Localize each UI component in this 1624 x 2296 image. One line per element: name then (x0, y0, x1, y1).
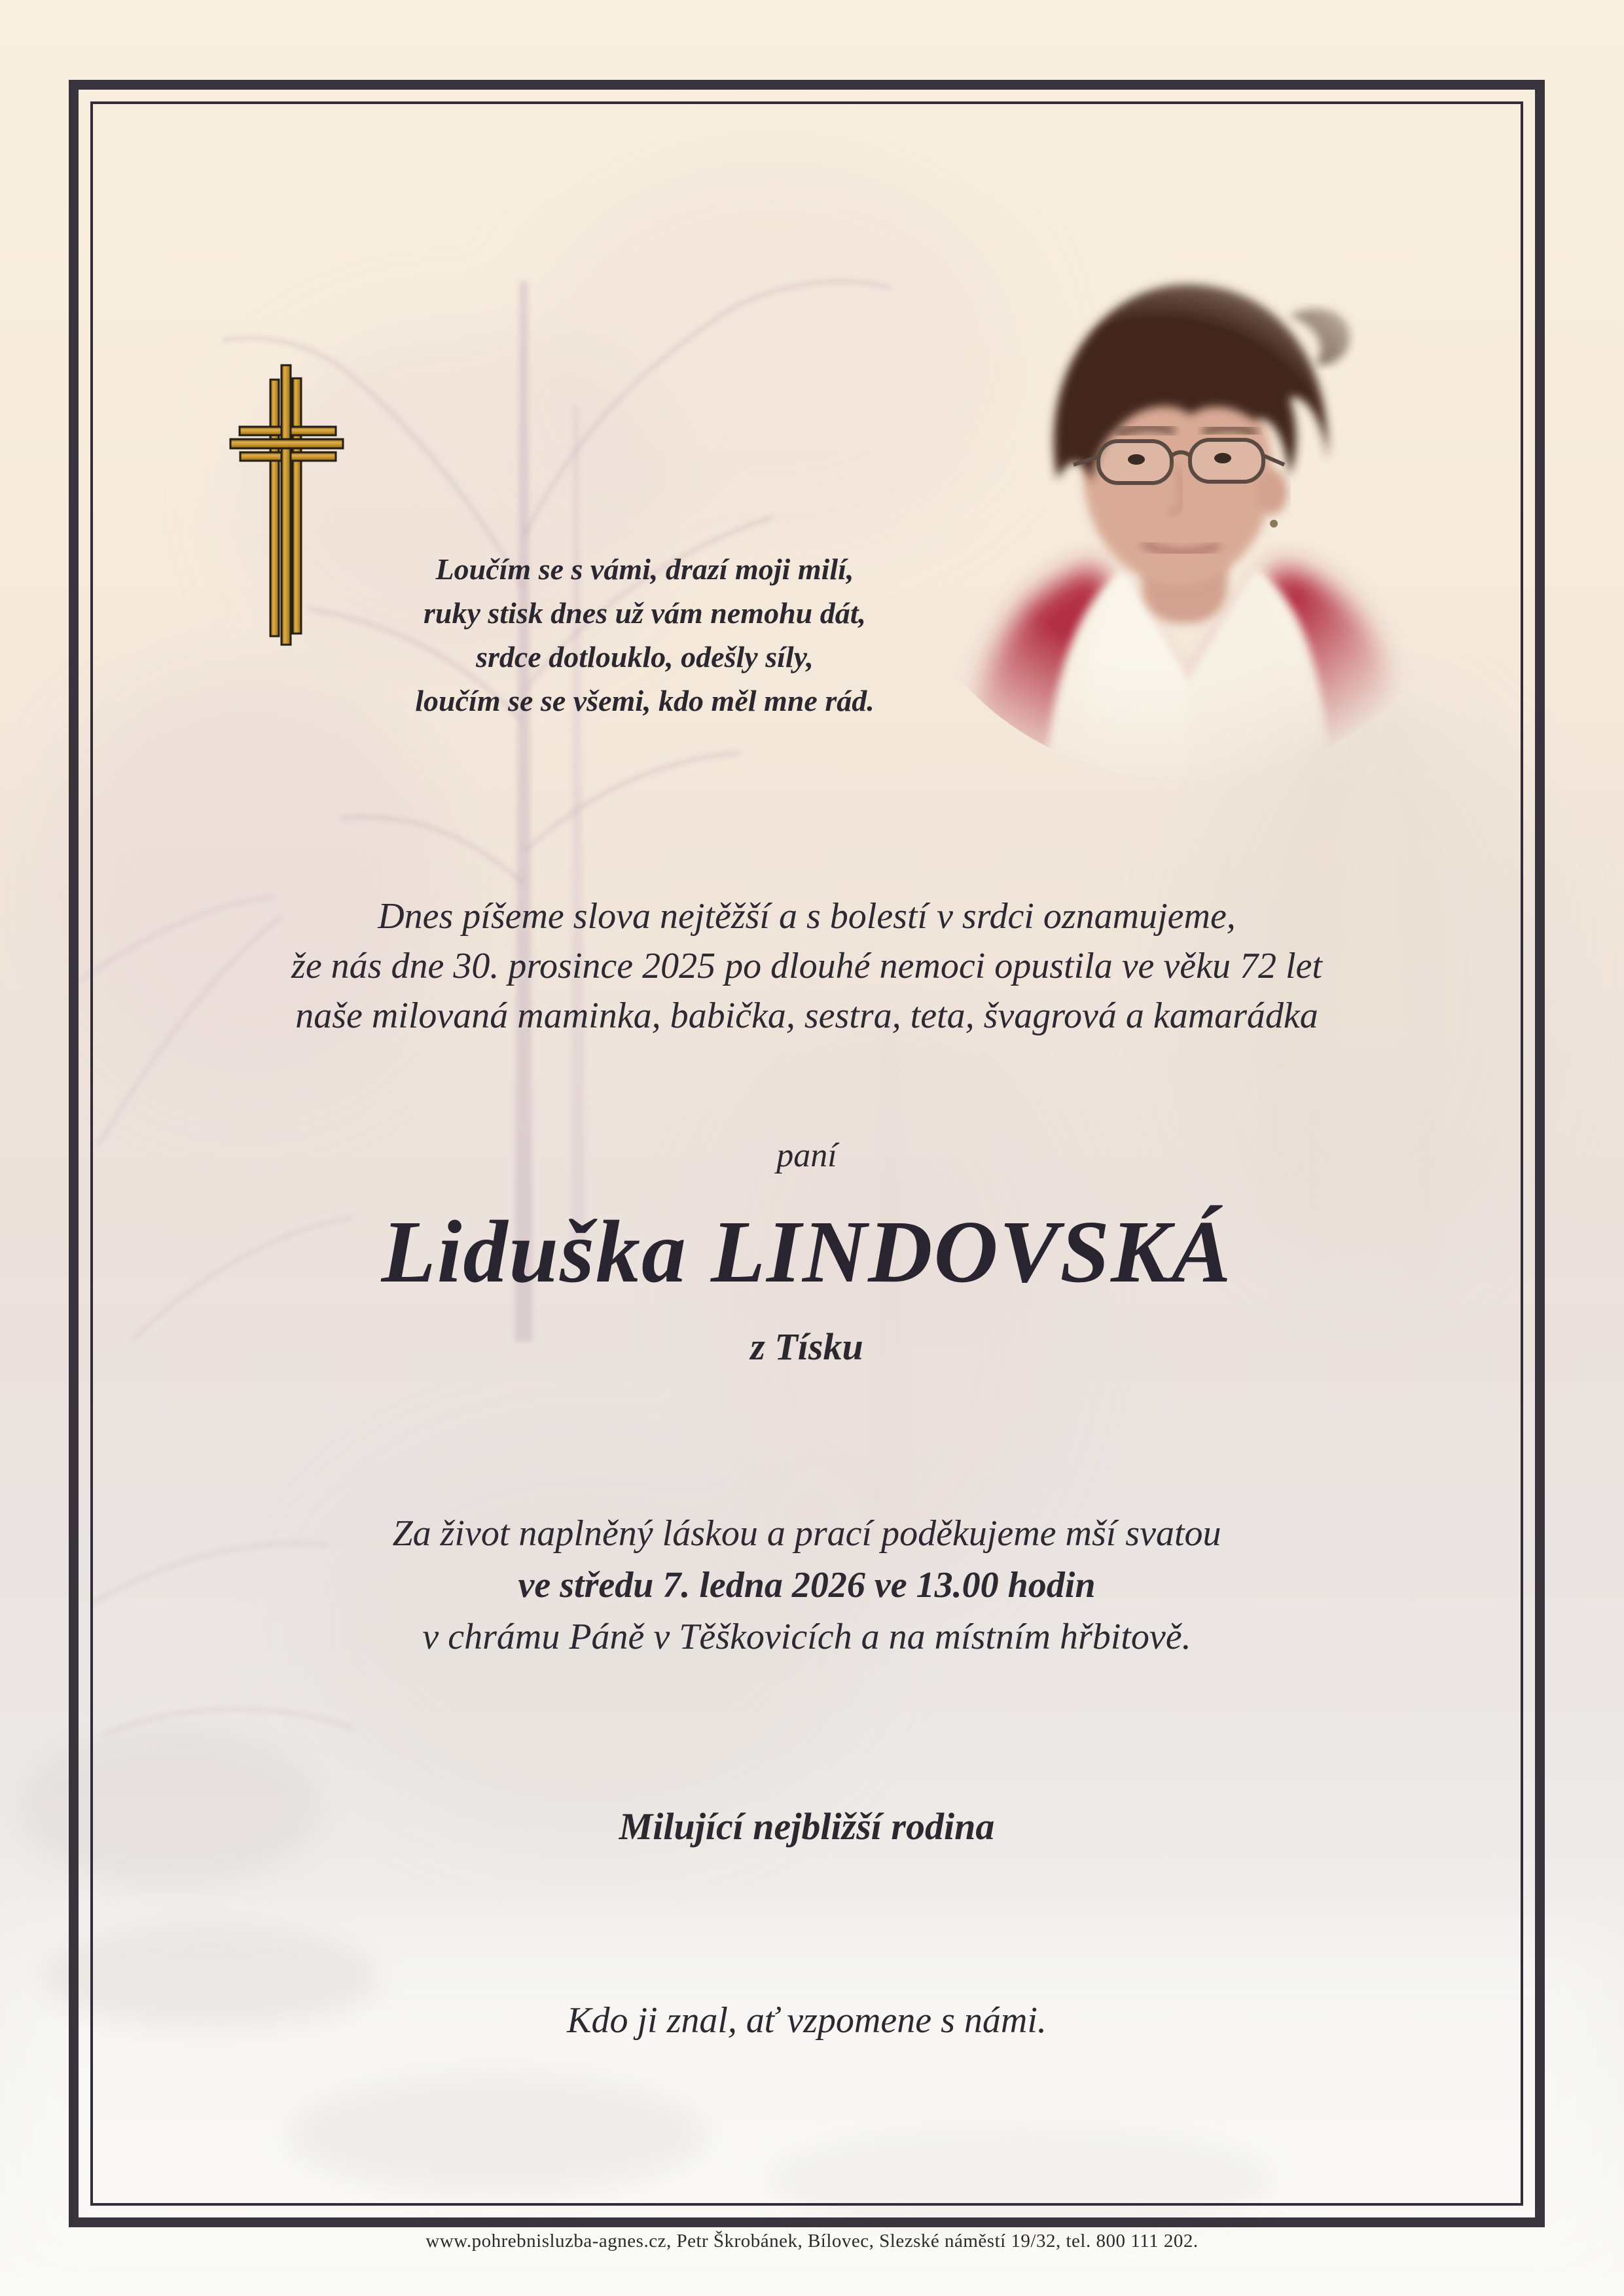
service-line: Za život naplněný láskou a prací poděkujeme mší svatou (392, 1513, 1221, 1554)
service-location: v chrámu Páně v Těškovicích a na místním hřbitově. (422, 1617, 1191, 1657)
death-announcement (69, 891, 1545, 1041)
poem-line: srdce dotlouklo, odešly síly, (476, 640, 814, 673)
family-signature: Milující nejbližší rodina (619, 1805, 995, 1848)
announcement-line: že nás dne 30. prosince 2025 po dlouhé nemoci opustila ve věku 72 let (291, 946, 1322, 986)
remembrance-note: Kdo ji znal, ať vzpomene s námi. (567, 2000, 1047, 2041)
farewell-poem (219, 547, 1070, 723)
announcement-line: naše milovaná maminka, babička, sestra, teta, švagrová a kamarádka (295, 996, 1318, 1036)
service-details (69, 1508, 1545, 1663)
deceased-origin: z Tísku (750, 1325, 863, 1368)
cross-bar-horizontal-middle (230, 439, 343, 448)
salutation: paní (776, 1137, 837, 1174)
poem-line: Loučím se s vámi, drazí moji milí, (435, 552, 854, 586)
funeral-service-footer: www.pohrebnisluzba-agnes.cz, Petr Škrobánek, Bílovec, Slezské náměstí 19/32, tel. 800 111 202. (425, 2231, 1199, 2251)
announcement-line: Dnes píšeme slova nejtěžší a s bolestí v srdci oznamujeme, (378, 896, 1236, 937)
service-datetime: ve středu 7. ledna 2026 ve 13.00 hodin (518, 1565, 1096, 1605)
deceased-name: Liduška LINDOVSKÁ (381, 1203, 1233, 1301)
poem-line: ruky stisk dnes už vám nemohu dát, (423, 596, 867, 630)
poem-line: loučím se se všemi, kdo měl mne rád. (415, 684, 875, 717)
